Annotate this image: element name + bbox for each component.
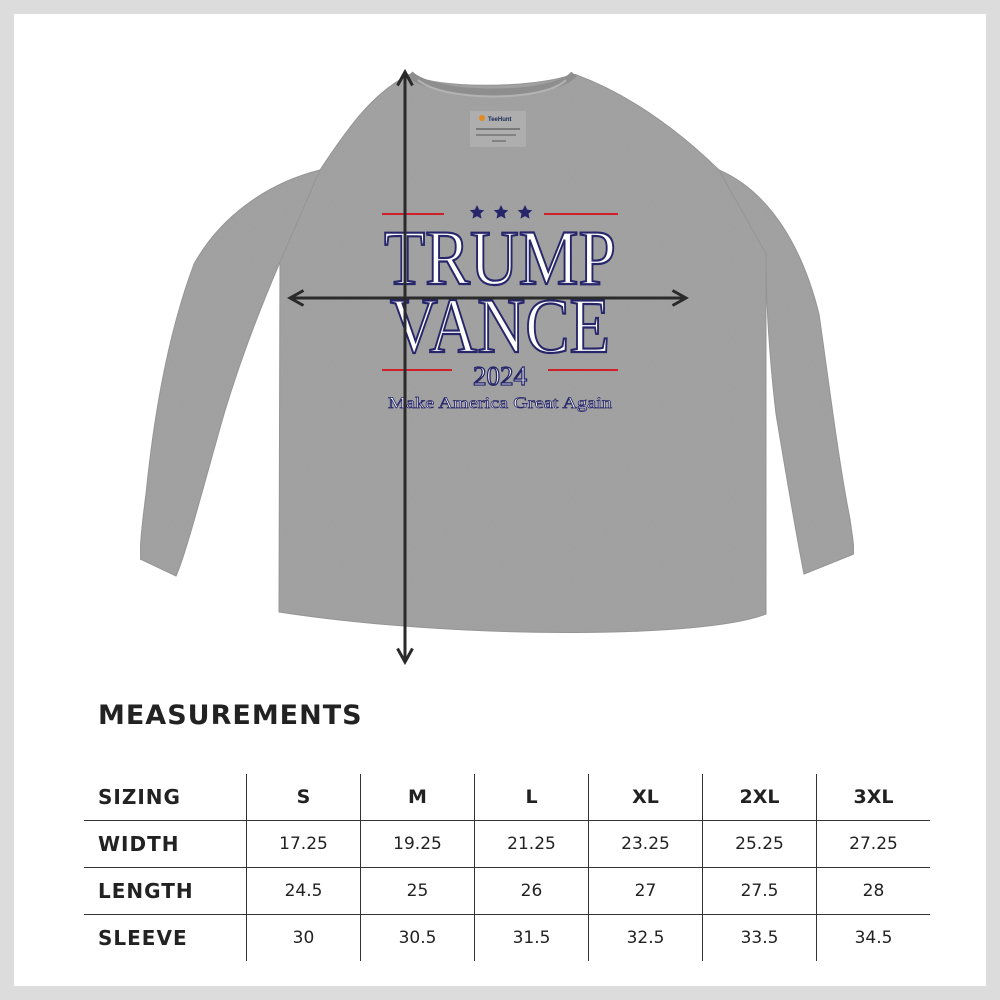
row-label-width: WIDTH bbox=[84, 821, 247, 868]
table-row-width bbox=[84, 821, 930, 868]
graphic-year: 2024 bbox=[473, 361, 527, 391]
tag-brand: TeeHunt bbox=[488, 117, 512, 123]
table-cell: 27.25 bbox=[817, 821, 931, 868]
sizing-label: SIZING bbox=[84, 774, 247, 821]
size-header-xl: XL bbox=[589, 774, 703, 821]
size-header-2xl: 2XL bbox=[703, 774, 817, 821]
graphic-line1: TRUMP bbox=[384, 214, 616, 301]
table-cell: 25.25 bbox=[703, 821, 817, 868]
table-cell: 32.5 bbox=[589, 915, 703, 962]
size-header-s: S bbox=[247, 774, 361, 821]
table-cell: 31.5 bbox=[475, 915, 589, 962]
table-cell: 26 bbox=[475, 868, 589, 915]
table-cell: 27 bbox=[589, 868, 703, 915]
size-header-m: M bbox=[361, 774, 475, 821]
size-header-row bbox=[84, 774, 930, 821]
row-label-length: LENGTH bbox=[84, 868, 247, 915]
table-row-length bbox=[84, 868, 930, 915]
graphic-line2: VANCE bbox=[390, 282, 610, 369]
neck-tag bbox=[470, 111, 526, 147]
graphic-slogan: Make America Great Again bbox=[388, 395, 612, 412]
size-header-l: L bbox=[475, 774, 589, 821]
table-cell: 30 bbox=[247, 915, 361, 962]
table-cell: 30.5 bbox=[361, 915, 475, 962]
size-chart-table bbox=[84, 774, 930, 961]
table-cell: 28 bbox=[817, 868, 931, 915]
shirt-illustration bbox=[14, 14, 986, 694]
table-cell: 23.25 bbox=[589, 821, 703, 868]
row-label-sleeve: SLEEVE bbox=[98, 926, 188, 950]
table-cell: 19.25 bbox=[361, 821, 475, 868]
table-cell: 17.25 bbox=[247, 821, 361, 868]
table-cell: 24.5 bbox=[247, 868, 361, 915]
table-cell: 21.25 bbox=[475, 821, 589, 868]
measurements-title: MEASUREMENTS bbox=[98, 700, 363, 731]
table-cell: 25 bbox=[361, 868, 475, 915]
size-header-3xl: 3XL bbox=[817, 774, 931, 821]
table-row-sleeve bbox=[84, 915, 930, 962]
table-cell: 33.5 bbox=[703, 915, 817, 962]
image-frame bbox=[14, 14, 986, 986]
table-cell: 27.5 bbox=[703, 868, 817, 915]
table-cell: 34.5 bbox=[817, 915, 931, 962]
brand-logo-icon bbox=[479, 115, 485, 121]
